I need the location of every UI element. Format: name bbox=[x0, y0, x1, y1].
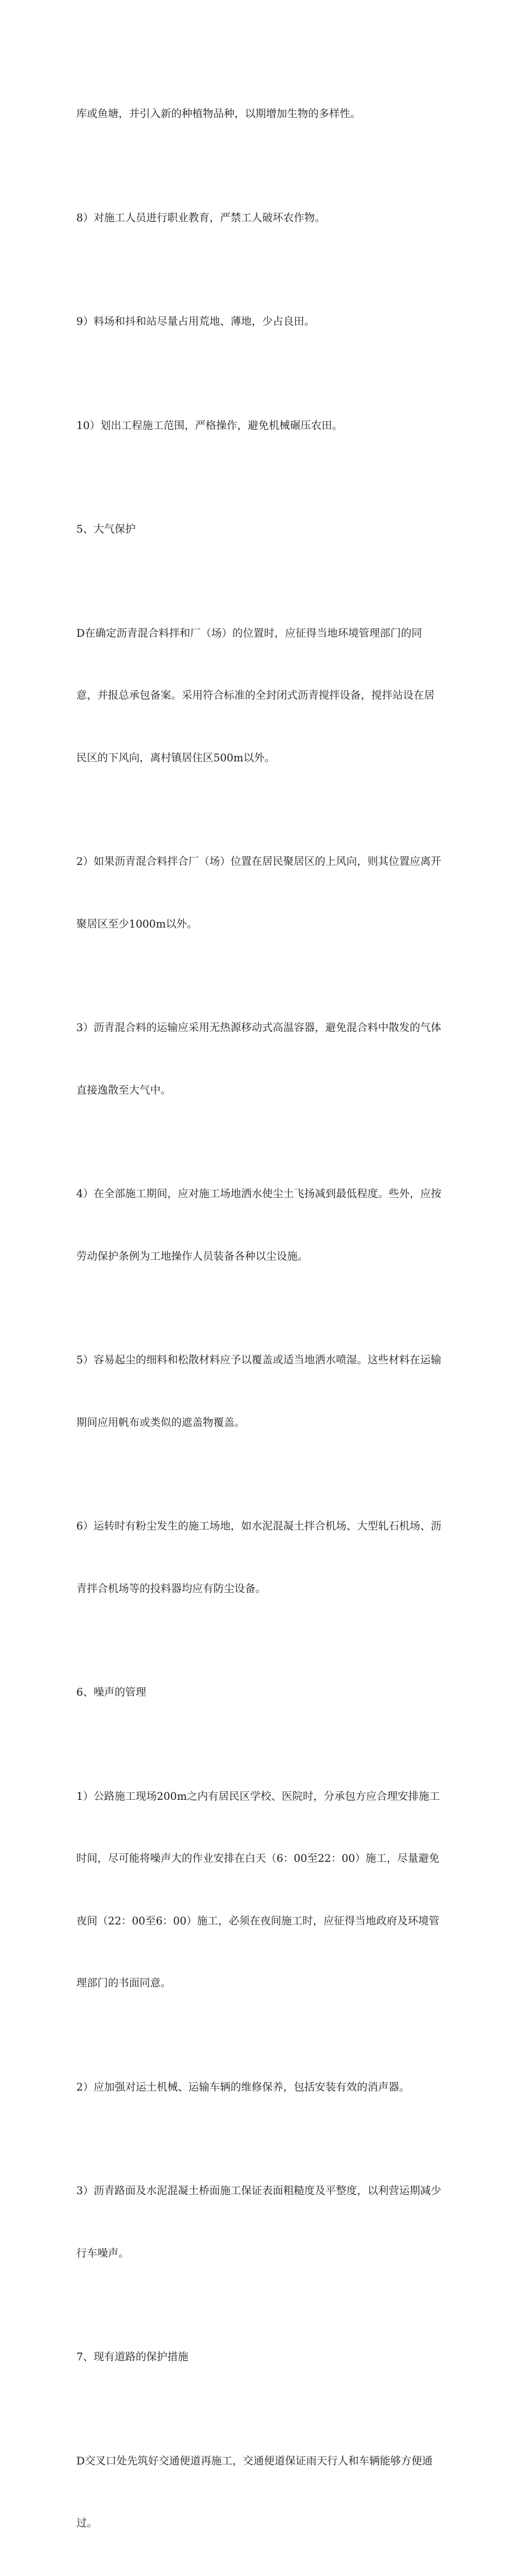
section-heading bbox=[76, 478, 445, 582]
text-line: 4）在全部施工期间，应对施工场地洒水使尘土飞扬减到最低程度。些外，应按 bbox=[76, 1188, 441, 1200]
text-line: 8）对施工人员进行职业教育，严禁工人破坏农作物。 bbox=[76, 212, 326, 224]
section-heading bbox=[76, 1641, 445, 1745]
text-line: 2）应加强对运土机械、运输车辆的维修保养，包括安装有效的消声器。 bbox=[76, 2081, 410, 2093]
paragraph bbox=[76, 2036, 445, 2140]
paragraph bbox=[76, 810, 445, 976]
text-line: D在确定沥青混合料拌和厂（场）的位置时，应征得当地环境管理部门的同 bbox=[76, 627, 422, 640]
text-line: 行车噪声。 bbox=[76, 2247, 129, 2260]
text-line: 时间，尽可能将噪声大的作业安排在白天（6：00至22：00）施工，尽量避免 bbox=[76, 1853, 440, 1865]
document-page bbox=[76, 63, 445, 2576]
section-heading bbox=[76, 2306, 445, 2410]
text-line: 期间应用帆布或类似的遮盖物覆盖。 bbox=[76, 1416, 245, 1429]
heading-line: 5、大气保护 bbox=[76, 524, 136, 535]
text-line: 9）料场和抖和站尽量占用荒地、薄地，少占良田。 bbox=[76, 316, 315, 328]
paragraph bbox=[76, 270, 445, 374]
text-line: 10）划出工程施工范围，严格操作，避免机械碾压农田。 bbox=[76, 419, 343, 432]
text-line: 直接逸散至大气中。 bbox=[76, 1084, 171, 1097]
text-line: 1）公路施工现场200m之内有居民区学校、医院时，分承包方应合理安排施工 bbox=[76, 1790, 440, 1803]
text-line: 库或鱼塘，并引入新的种植物品种，以期增加生物的多样性。 bbox=[76, 108, 361, 120]
text-line: 意，并报总承包备案。采用符合标准的全封闭式沥青搅拌设备，搅拌站设在居 bbox=[76, 690, 435, 702]
paragraph bbox=[76, 63, 445, 167]
text-line: 民区的下风向，离村镇居住区500m以外。 bbox=[76, 752, 275, 764]
text-line: 3）沥青路面及水泥混凝土桥面施工保证表面粗糙度及平整度，以利营运期减少 bbox=[76, 2185, 441, 2197]
paragraph bbox=[76, 1745, 445, 2036]
paragraph bbox=[76, 1143, 445, 1309]
text-line: D交叉口处先筑好交通便道再施工，交通便道保证雨天行人和车辆能够方便通 bbox=[76, 2455, 433, 2467]
paragraph bbox=[76, 582, 445, 811]
text-line: 过。 bbox=[76, 2517, 98, 2529]
paragraph bbox=[76, 1309, 445, 1475]
text-line: 青拌合机场等的投料器均应有防尘设备。 bbox=[76, 1582, 267, 1595]
text-line: 劳动保护条例为工地操作人员装备各种以尘设施。 bbox=[76, 1250, 309, 1263]
paragraph bbox=[76, 976, 445, 1143]
text-line: 夜间（22：00至6：00）施工，必须在夜间施工时，应征得当地政府及环境管 bbox=[76, 1915, 440, 1927]
text-line: 3）沥青混合料的运输应采用无热源移动式高温容器，避免混合料中散发的气体 bbox=[76, 1022, 441, 1034]
paragraph bbox=[76, 2140, 445, 2306]
paragraph bbox=[76, 167, 445, 271]
text-line: 聚居区至少1000m以外。 bbox=[76, 918, 198, 930]
text-line: 6）运转时有粉尘发生的施工场地，如水泥混凝土拌合机场、大型轧石机场、沥 bbox=[76, 1520, 441, 1532]
heading-line: 6、噪声的管理 bbox=[76, 1687, 146, 1699]
text-line: 5）容易起尘的细料和松散材料应予以覆盖或适当地洒水喷湿。这些材料在运输 bbox=[76, 1354, 441, 1366]
text-line: 2）如果沥青混合料拌合厂（场）位置在居民聚居区的上风向，则其位置应离开 bbox=[76, 856, 441, 868]
text-line: 理部门的书面同意。 bbox=[76, 1977, 171, 1989]
paragraph bbox=[76, 374, 445, 479]
heading-line: 7、现有道路的保护措施 bbox=[76, 2351, 189, 2363]
paragraph bbox=[76, 1475, 445, 1641]
paragraph bbox=[76, 2410, 445, 2576]
